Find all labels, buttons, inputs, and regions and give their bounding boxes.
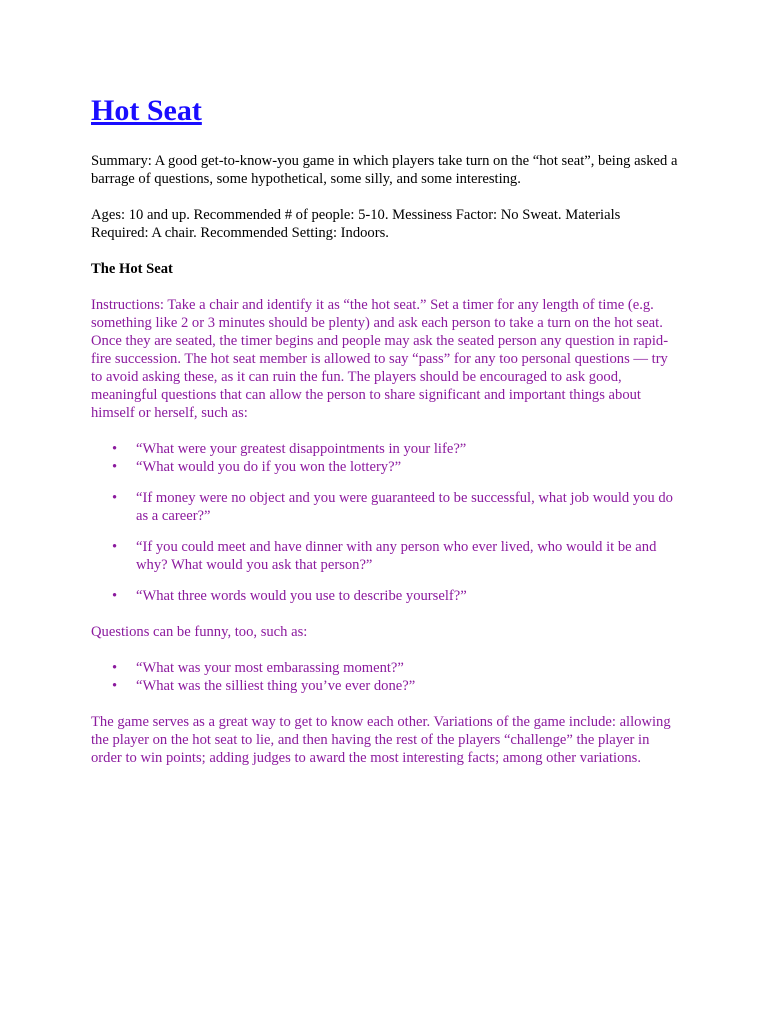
list-item [112,538,681,574]
bullet-icon: • [112,490,118,506]
bullet-icon: • [112,539,118,555]
document-page [91,92,681,785]
summary-paragraph: Summary: A good get-to-know-you game in which players take turn on the “hot seat”, being asked a barrage of questions, some hypothetical, some silly, and some interesting. [91,153,678,187]
ages-paragraph: Ages: 10 and up. Recommended # of people: 5-10. Messiness Factor: No Sweat. Materials Required: A chair. Recommended Setting: Indoors. [91,207,621,241]
list-item-text: “What was the silliest thing you’ve ever done?” [136,678,416,694]
list-item [112,587,681,605]
title-link[interactable]: Hot Seat [91,94,202,127]
list-item-text: “What was your most embarassing moment?” [136,660,404,676]
funny-questions-list [91,659,681,695]
list-item [112,440,681,458]
section-heading: The Hot Seat [91,261,173,277]
list-item [112,458,681,476]
closing-paragraph: The game serves as a great way to get to know each other. Variations of the game include: allowing the player on the hot seat to lie, and then having the rest of the players “challenge” the player in order to win points; adding judges to award the most interesting facts; among other variations. [91,714,671,766]
funny-intro-paragraph: Questions can be funny, too, such as: [91,624,308,640]
list-item-text: “If you could meet and have dinner with any person who ever lived, who would it be and why? What would you ask that person?” [136,539,657,573]
bullet-icon: • [112,459,118,475]
instructions-paragraph: Instructions: Take a chair and identify it as “the hot seat.” Set a timer for any length of time (e.g. something like 2 or 3 minutes should be plenty) and ask each person to take a turn on the hot seat. Once they are seated, the timer begins and people may ask the seated person any question in rapid-fire succession. The hot seat member is allowed to say “pass” for any too personal questions — try to avoid asking these, as it can ruin the fun. The players should be encouraged to ask good, meaningful questions that can allow the person to share significant and important things about himself or herself, such as: [91,297,669,421]
list-item-text: “What three words would you use to describe yourself?” [136,588,467,604]
list-item-text: “What would you do if you won the lottery?” [136,459,402,475]
bullet-icon: • [112,441,118,457]
list-item-text: “If money were no object and you were guaranteed to be successful, what job would you do as a career?” [136,490,673,524]
list-item [112,659,681,677]
bullet-icon: • [112,678,118,694]
bullet-icon: • [112,660,118,676]
list-item [112,489,681,525]
list-item-text: “What were your greatest disappointments in your life?” [136,441,467,457]
questions-list [91,440,681,605]
page-title [91,92,681,130]
list-item [112,677,681,695]
bullet-icon: • [112,588,118,604]
